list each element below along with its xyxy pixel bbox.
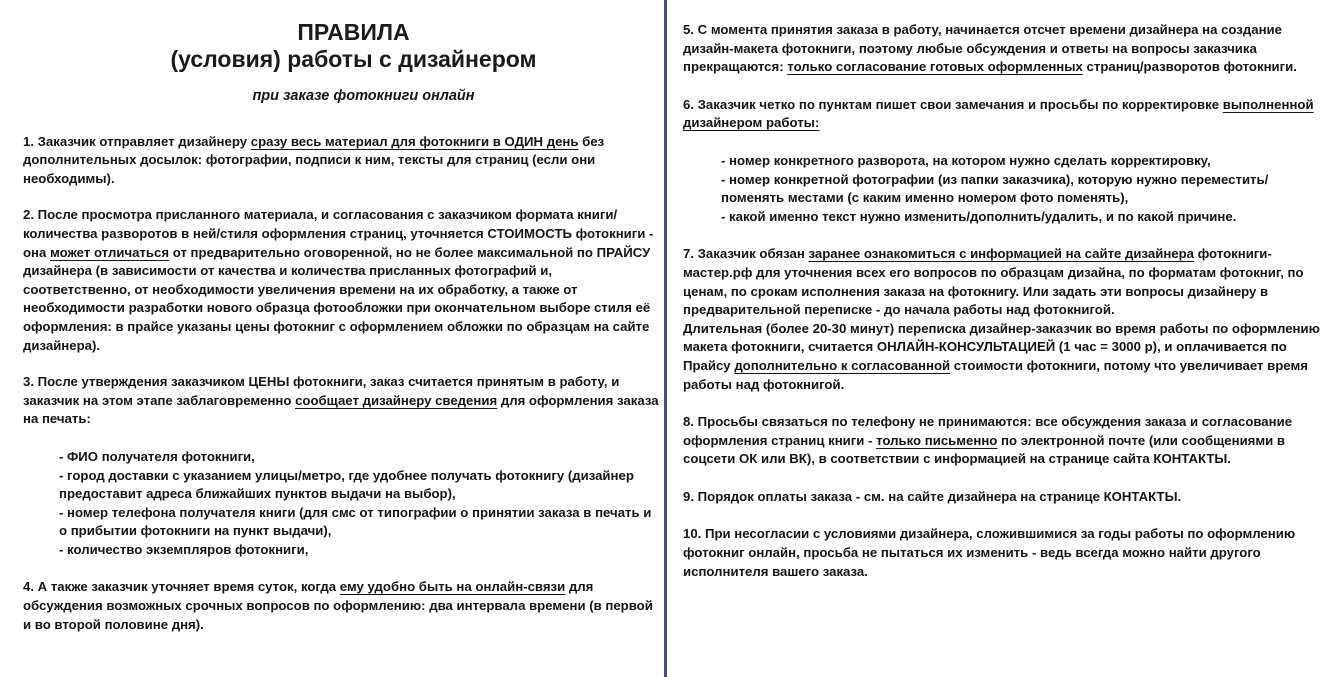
text-segment: 2. После просмотра присланного материала, и согласования с заказчиком формата книги/количества разворотов в ней/стиля оформления страниц, уточняется СТОИМОСТЬ фотокниги - она [23, 207, 654, 260]
text-segment: 3. После утверждения заказчиком ЦЕНЫ фотокниги, заказ считается принятым в работу, и заказчик на этом этапе заблаговременно [23, 374, 620, 408]
document-title-line-2: (условия) работы с дизайнером [170, 46, 537, 72]
text-segment: 7. Заказчик обязан [683, 246, 809, 262]
list-item: - ФИО получателя фотокниги, [59, 448, 255, 464]
text-segment: от предварительно оговоренной, но не более максимальной по ПРАЙСУ дизайнера (в зависимости от качества и количества присланных фотографий и, соответственно, от необходимости увеличения времени на их обработку, а также от необходимости разработки нового образца фотообложки при окончательном выборе стиля её оформления: в прайсе указаны цены фотокниг с оформлением обложки по образцам на сайте дизайнера). [23, 244, 651, 353]
rule-10: 10. При несогласии с условиями дизайнера, сложившимися за годы работы по оформлению фотокниг онлайн, просьба не пытаться их изменить - ведь всегда можно найти другого исполнителя вашего заказа. [683, 526, 1296, 579]
underlined-text: может отличаться [50, 244, 170, 260]
underlined-text: сообщает дизайнеру сведения [295, 392, 498, 408]
text-segment: 1. Заказчик отправляет дизайнеру [23, 133, 251, 149]
rule-7-consultation [683, 320, 1323, 394]
underlined-text: дополнительно к согласованной [734, 357, 951, 373]
list-item: - номер конкретного разворота, на котором нужно сделать корректировку, [721, 152, 1211, 168]
text-segment: стоимости фотокниги, потому что увеличивает время работы над фотокнигой. [683, 357, 1308, 392]
rule-9: 9. Порядок оплаты заказа - см. на сайте дизайнера на странице КОНТАКТЫ. [683, 488, 1182, 504]
rule-3 [23, 373, 659, 429]
list-item: - количество экземпляров фотокниги, [59, 541, 309, 557]
underlined-text: только согласование готовых оформленных [787, 59, 1083, 75]
column-divider [664, 0, 667, 677]
right-column [683, 0, 1323, 677]
underlined-text: заранее ознакомиться с информацией на сайте дизайнера [808, 246, 1195, 262]
text-segment: 6. Заказчик четко по пунктам пишет свои замечания и просьбы по корректировке [683, 96, 1223, 112]
left-column [23, 0, 659, 677]
underlined-text: сразу весь материал для фотокниги в ОДИН день [250, 133, 579, 149]
document-title: ПРАВИЛА [297, 19, 410, 45]
list-item: - номер телефона получателя книги (для смс от типографии о принятии заказа в печать и о прибытии фотокниги на пункт выдачи), [59, 504, 652, 539]
text-segment: фотокниги-мастер.рф для уточнения всех его вопросов по образцам дизайна, по форматам фотокниг, по ценам, по срокам исполнения заказа на фотокнигу. Или задать эти вопросы дизайнеру в предварительной переписке - до начала работы над фотокнигой. [683, 246, 1304, 318]
underlined-text: ему удобно быть на онлайн-связи [339, 579, 566, 595]
rule-6 [683, 96, 1323, 133]
document-subtitle: при заказе фотокниги онлайн [252, 88, 475, 104]
list-item: - город доставки с указанием улицы/метро, где удобнее получать фотокнигу (дизайнер предоставит адреса ближайших пунктов выдачи на выбор), [59, 467, 634, 502]
text-segment: 5. С момента принятия заказа в работу, начинается отсчет времени дизайнера на создание дизайн-макета фотокниги, поэтому любые обсуждения и ответы на вопросы заказчика прекращаются: [683, 22, 1282, 75]
list-item: - номер конкретной фотографии (из папки заказчика), которую нужно переместить/поменять местами (с каким именно номером фото поменять), [721, 171, 1269, 206]
rule-4 [23, 578, 659, 634]
text-segment: Длительная (более 20-30 минут) переписка дизайнер-заказчик во время работы по оформлению макета фотокниги, считается ОНЛАЙН-КОНСУЛЬТАЦИЕЙ (1 час = 3000 р), и оплачивается по Прайсу [683, 320, 1320, 373]
text-segment: для оформления заказа на печать: [23, 392, 659, 427]
text-segment: без дополнительных досылок: фотографии, подписи к ним, тексты для страниц (если они необходимы). [23, 133, 605, 186]
text-segment: страниц/разворотов фотокниги. [1082, 59, 1297, 75]
rule-7 [683, 245, 1323, 319]
rule-8 [683, 413, 1323, 469]
text-segment: 8. Просьбы связаться по телефону не принимаются: все обсуждения заказа и согласование оформления страниц книги - [683, 414, 1293, 448]
rule-1 [23, 133, 659, 189]
rule-2 [23, 206, 659, 355]
text-segment: для обсуждения возможных срочных вопросов по оформлению: два интервала времени (в первой и во второй половине дня). [23, 579, 653, 632]
text-segment: по электронной почте (или сообщениями в соцсети ОК или ВК), в соответствии с информацией на странице сайта КОНТАКТЫ. [683, 432, 1286, 467]
underlined-text: выполненной дизайнером работы: [683, 96, 1314, 131]
rule-3-list [23, 448, 659, 560]
text-segment: 4. А также заказчик уточняет время суток, когда [23, 579, 340, 595]
rule-5 [683, 21, 1323, 77]
list-item: - какой именно текст нужно изменить/дополнить/удалить, и по какой причине. [721, 208, 1237, 224]
underlined-text: только письменно [876, 432, 998, 448]
rule-6-list [683, 152, 1323, 226]
